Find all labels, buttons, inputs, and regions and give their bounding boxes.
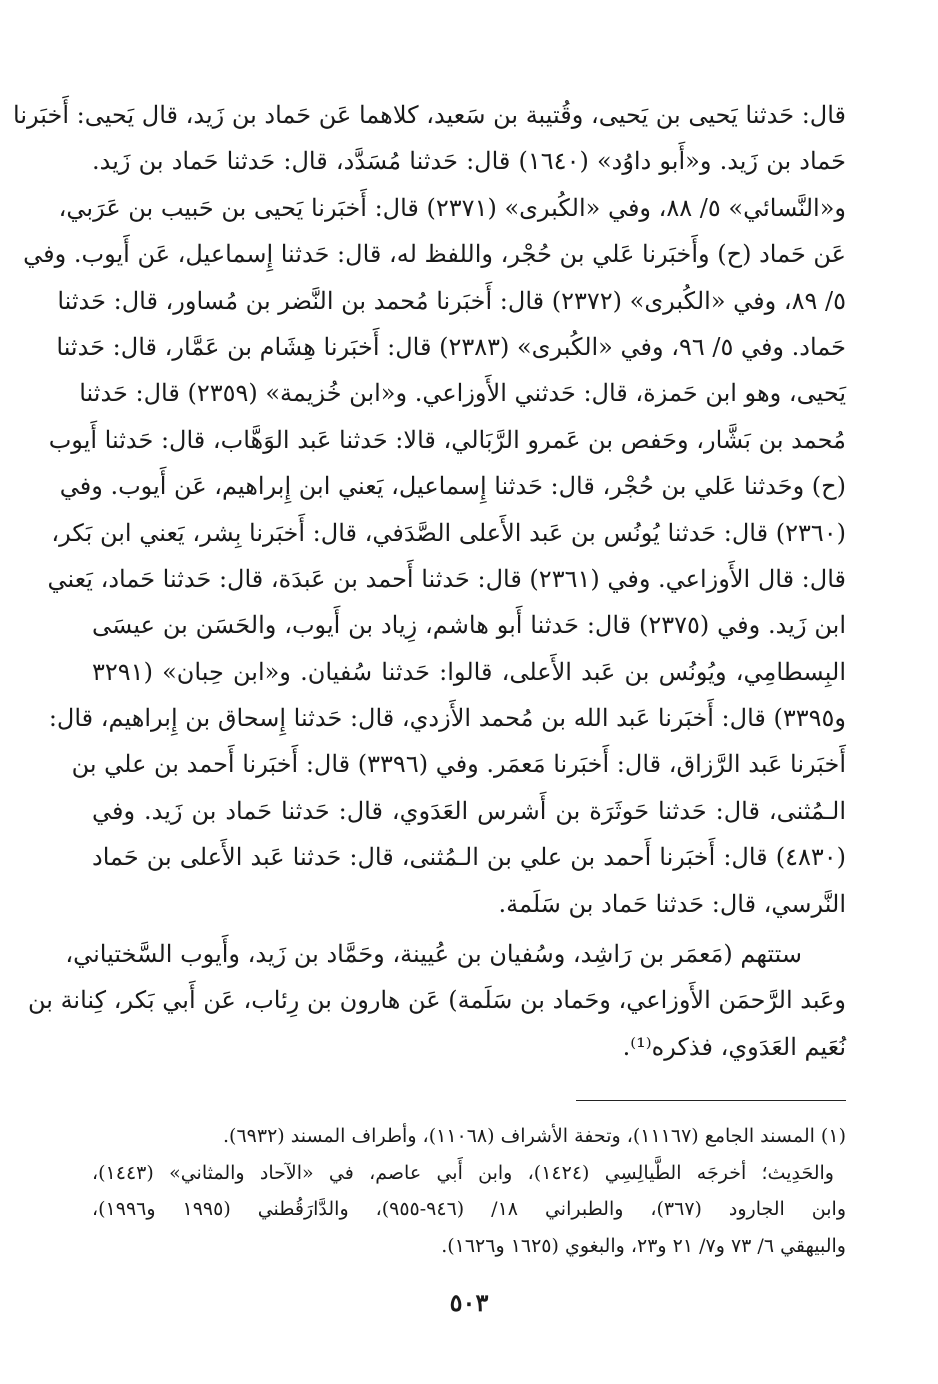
text-line: ٥/ ٨٩، وفي «الكُبرى» (٢٣٧٢) قال: أَخبَرنا مُحمد بن النَّضر بن مُساور، قال: حَدثنا <box>57 286 846 315</box>
text-line: أَخبَرنا عَبد الرَّزاق، قال: أَخبَرنا مَعمَر. وفي (٣٣٩٦) قال: أَخبَرنا أَحمد بن علي بن <box>71 750 846 779</box>
text-line: (٢٣٦٠) قال: حَدثنا يُونُس بن عَبد الأَعلى الصَّدَفي، قال: أَخبَرنا بِشر، يَعني ابن بَكر، <box>51 518 846 547</box>
text-line: (ح) وحَدثنا عَلي بن حُجْر، قال: حَدثنا إِسماعيل، يَعني ابن إِبراهيم، عَن أَيوب. وفي <box>59 472 846 501</box>
text-line: ابن زَيد. وفي (٢٣٧٥) قال: حَدثنا أَبو هاشم، زِياد بن أَيوب، والحَسَن بن عيسَى <box>92 611 846 640</box>
text-line: (٤٨٣٠) قال: أَخبَرنا أَحمد بن علي بن الـمُثنى، قال: حَدثنا عَبد الأَعلى بن حَماد <box>92 843 847 872</box>
page-number: ٥٠٣ <box>449 1288 489 1317</box>
text-line: الـمُثنى، قال: حَدثنا حَوثَرَة بن أَشرس العَدَوي، قال: حَدثنا حَماد بن زَيد. وفي <box>92 796 846 825</box>
text-line: ستتهم (مَعمَر بن رَاشِد، وسُفيان بن عُيينة، وحَمَّاد بن زَيد، وأَيوب السَّختياني، <box>65 940 802 969</box>
text-line: عَن حَماد (ح) وأَخبَرنا عَلي بن حُجْر، واللفظ له، قال: حَدثنا إِسماعيل، عَن أَيوب. وفي <box>23 240 846 269</box>
paragraph-2 <box>27 931 846 1070</box>
text-line: قال: حَدثنا يَحيى بن يَحيى، وقُتيبة بن سَعيد، كلاهما عَن حَماد بن زَيد، قال يَحيى: أَخبَرنا <box>13 101 846 129</box>
text-line: قال: قال الأَوزاعي. وفي (٢٣٦١) قال: حَدثنا أَحمد بن عَبدَة، قال: حَدثنا حَماد، يَعني <box>47 564 846 593</box>
text-line: حَماد. وفي ٥/ ٩٦، وفي «الكُبرى» (٢٣٨٣) قال: أَخبَرنا هِشَام بن عَمَّار، قال: حَدثنا <box>56 332 846 361</box>
main-text <box>13 92 847 1070</box>
footnotes <box>92 1118 846 1264</box>
text-line: وعَبد الرَّحمَن الأَوزاعي، وحَماد بن سَلَمة) عَن هارون بن رِئاب، عَن أَبي بَكر، كِنانة بن <box>27 986 846 1015</box>
text-line: حَماد بن زَيد. و«أَبو داوُد» (١٦٤٠) قال: حَدثنا مُسَدَّد، قال: حَدثنا حَماد بن زَيد. <box>92 147 847 176</box>
text-line: مُحمد بن بَشَّار، وحَفص بن عَمرو الرَّبَالي، قالا: حَدثنا عَبد الوَهَّاب، قال: حَدثنا أَيوب <box>48 425 846 454</box>
footnote-line: وابن الجارود (٣٦٧)، والطبراني ١٨/ (٩٤٦-٩٥٥)، والدَّارَقُطني (١٩٩٥ و١٩٩٦)، <box>92 1198 846 1220</box>
footnote-line: والبيهقي ٦/ ٧٣ و٧/ ٢١ و٢٣، والبغوي (١٦٢٥ و١٦٢٦). <box>441 1234 846 1257</box>
footnote-divider <box>576 1100 846 1101</box>
text-line: البِسطامِي، ويُونُس بن عَبد الأَعلى، قالوا: حَدثنا سُفيان. و«ابن حِبان» (٣٢٩١ <box>92 657 846 686</box>
footnote-line: والحَدِيث؛ أخرجَه الطَّيالِسِي (١٤٢٤)، وابن أَبي عاصم، في «الآحاد والمثاني» (١٤٤٣)، <box>92 1161 834 1184</box>
footnote-line: (١) المسند الجامع (١١١٦٧)، وتحفة الأشراف (١١٠٦٨)، وأطراف المسند (٦٩٣٢). <box>223 1125 846 1147</box>
text-line: و«النَّسائي» ٥/ ٨٨، وفي «الكُبرى» (٢٣٧١) قال: أَخبَرنا يَحيى بن حَبيب بن عَرَبي، <box>58 193 846 222</box>
paragraph-1 <box>13 92 847 927</box>
text-line: و٣٣٩٥) قال: أَخبَرنا عَبد الله بن مُحمد الأَزدي، قال: حَدثنا إِسحاق بن إِبراهيم، قال: <box>48 704 846 733</box>
text-line: يَحيى، وهو ابن حَمزة، قال: حَدثني الأَوزاعي. و«ابن خُزيمة» (٢٣٥٩) قال: حَدثنا <box>79 379 846 408</box>
text-line: النَّرسي، قال: حَدثنا حَماد بن سَلَمة. <box>498 889 846 918</box>
text-line: نُعَيم العَدَوي، فذكره⁽¹⁾. <box>622 1032 846 1061</box>
